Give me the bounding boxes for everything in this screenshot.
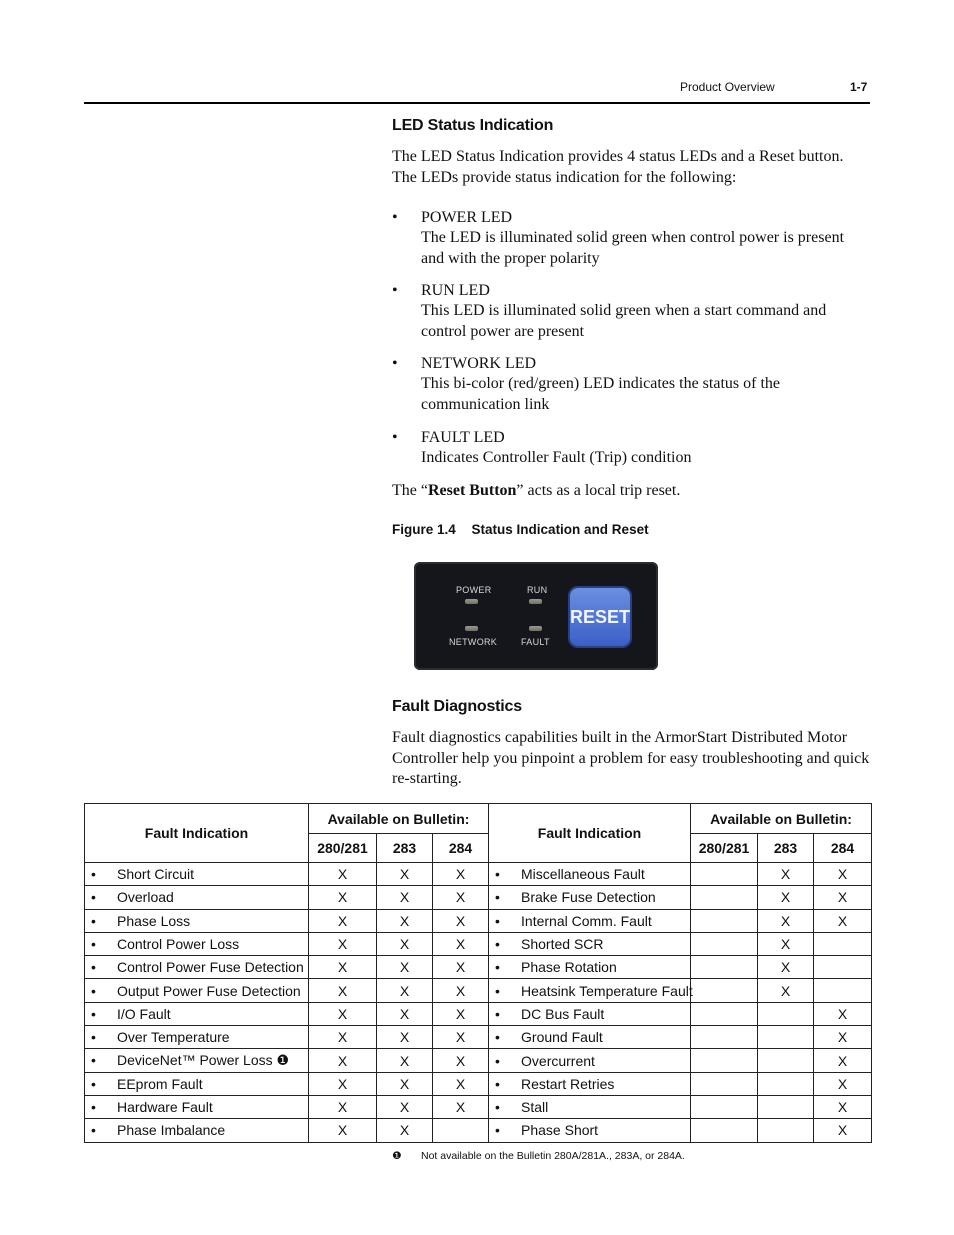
bullet: •: [495, 982, 500, 999]
bulletin-283-cell: X: [758, 863, 814, 886]
bulletin-284-cell: X: [433, 863, 489, 886]
bullet: •: [495, 889, 500, 906]
header-available-on-bulletin: Available on Bulletin:: [691, 804, 872, 834]
bulletin-283-cell: X: [377, 956, 433, 979]
bullet: •: [495, 1122, 500, 1139]
bulletin-280-281-cell: [691, 1119, 758, 1142]
bulletin-284-cell: X: [814, 909, 872, 932]
bulletin-280-281-cell: [691, 956, 758, 979]
led-item-title: FAULT LED: [421, 429, 505, 446]
bullet: •: [495, 912, 500, 929]
bulletin-280-281-cell: X: [309, 1049, 377, 1072]
bulletin-280-281-cell: X: [309, 1119, 377, 1142]
bullet: •: [495, 959, 500, 976]
running-header: Product Overview: [680, 80, 775, 94]
bulletin-284-cell: [814, 932, 872, 955]
bulletin-280-281-cell: [691, 1049, 758, 1072]
fault-name-cell: [85, 1049, 309, 1072]
led-item-title: NETWORK LED: [421, 355, 537, 372]
fault-name: Stall: [521, 1099, 549, 1116]
fault-name: Miscellaneous Fault: [521, 866, 645, 883]
fault-name-cell: [489, 1049, 691, 1072]
bulletin-284-cell: X: [433, 1095, 489, 1118]
table-row: [85, 1072, 872, 1095]
bulletin-283-cell: X: [758, 979, 814, 1002]
run-led-light: [529, 599, 542, 604]
bulletin-280-281-cell: X: [309, 956, 377, 979]
fault-name: Shorted SCR: [521, 936, 604, 953]
bulletin-284-cell: X: [814, 863, 872, 886]
figure-caption: [392, 522, 649, 537]
bulletin-283-cell: [758, 1026, 814, 1049]
bulletin-283-cell: [758, 1002, 814, 1025]
bulletin-280-281-cell: [691, 932, 758, 955]
reset-button-paragraph: [392, 481, 872, 502]
fault-name-cell: [489, 886, 691, 909]
network-led-label: NETWORK: [449, 637, 498, 647]
fault-name: Ground Fault: [521, 1029, 603, 1046]
page-number: 1-7: [850, 80, 868, 94]
bulletin-280-281-cell: X: [309, 909, 377, 932]
bulletin-283-cell: X: [377, 1072, 433, 1095]
bulletin-280-281-cell: [691, 863, 758, 886]
table-row: [85, 863, 872, 886]
led-section-heading: LED Status Indication: [392, 117, 554, 134]
bulletin-283-cell: X: [758, 932, 814, 955]
bulletin-280-281-cell: [691, 1095, 758, 1118]
fault-name-cell: [85, 863, 309, 886]
bullet: •: [495, 1075, 500, 1092]
bulletin-283-cell: X: [377, 932, 433, 955]
table-row: [85, 932, 872, 955]
header-bulletin-284: 284: [433, 834, 489, 863]
fault-table: [84, 803, 872, 1143]
fault-name: Internal Comm. Fault: [521, 912, 652, 929]
fault-name-cell: [85, 956, 309, 979]
bulletin-284-cell: X: [433, 909, 489, 932]
table-row: [85, 1049, 872, 1072]
fault-name: I/O Fault: [117, 1005, 171, 1022]
fault-name-cell: [85, 909, 309, 932]
bulletin-280-281-cell: [691, 1026, 758, 1049]
bulletin-283-cell: X: [377, 909, 433, 932]
fault-name: Phase Imbalance: [117, 1122, 226, 1139]
bulletin-283-cell: [758, 1072, 814, 1095]
header-bulletin-280-281: 280/281: [691, 834, 758, 863]
reset-button: RESET: [570, 588, 630, 646]
bullet: •: [91, 982, 96, 999]
reset-prefix: The “: [392, 482, 428, 499]
bullet: •: [495, 1099, 500, 1116]
bulletin-284-cell: X: [433, 956, 489, 979]
fault-name: Overload: [117, 889, 174, 906]
bulletin-283-cell: X: [377, 1002, 433, 1025]
header-fault-indication: Fault Indication: [489, 804, 691, 863]
bulletin-284-cell: [433, 1119, 489, 1142]
bullet: •: [392, 282, 398, 299]
bulletin-283-cell: X: [377, 979, 433, 1002]
fault-name: Heatsink Temperature Fault: [521, 982, 693, 999]
table-row: [85, 1095, 872, 1118]
bulletin-283-cell: [758, 1095, 814, 1118]
bullet: •: [91, 936, 96, 953]
bullet: •: [91, 912, 96, 929]
bulletin-283-cell: X: [377, 1095, 433, 1118]
footnote: [392, 1150, 685, 1162]
bullet: •: [495, 1052, 500, 1069]
table-row: [85, 886, 872, 909]
table-row: [85, 1119, 872, 1142]
fault-name-cell: [85, 1026, 309, 1049]
footnote-mark: ❶: [392, 1150, 402, 1162]
fault-name: Phase Loss: [117, 912, 191, 929]
table-row: [85, 1026, 872, 1049]
led-item-description: This LED is illuminated solid green when a start command and control power are present: [421, 302, 827, 340]
bullet: •: [392, 429, 398, 446]
fault-name-cell: [489, 1072, 691, 1095]
bullet: •: [91, 1122, 96, 1139]
bulletin-283-cell: X: [377, 1026, 433, 1049]
bullet: •: [91, 1052, 96, 1069]
run-led-label: RUN: [527, 585, 548, 595]
fault-name-cell: [85, 1072, 309, 1095]
bulletin-284-cell: [814, 979, 872, 1002]
bulletin-284-cell: X: [433, 1026, 489, 1049]
figure-label: Figure 1.4: [392, 522, 456, 537]
fault-name-cell: [489, 1002, 691, 1025]
bullet: •: [91, 1099, 96, 1116]
led-item-title: POWER LED: [421, 209, 513, 226]
fault-name-cell: [85, 979, 309, 1002]
fault-section-heading: Fault Diagnostics: [392, 698, 522, 715]
bulletin-284-cell: X: [433, 1049, 489, 1072]
table-row: [85, 909, 872, 932]
bullet: •: [392, 355, 398, 372]
fault-name-cell: [489, 956, 691, 979]
bulletin-280-281-cell: X: [309, 1002, 377, 1025]
bulletin-283-cell: X: [758, 886, 814, 909]
fault-name: Brake Fuse Detection: [521, 889, 656, 906]
table-row: [85, 979, 872, 1002]
fault-led-label: FAULT: [521, 637, 550, 647]
fault-name: Restart Retries: [521, 1075, 615, 1092]
bullet: •: [495, 1029, 500, 1046]
bulletin-283-cell: X: [377, 863, 433, 886]
header-bulletin-280-281: 280/281: [309, 834, 377, 863]
reset-bold-term: Reset Button: [427, 482, 517, 499]
bulletin-283-cell: X: [377, 886, 433, 909]
bulletin-280-281-cell: [691, 1002, 758, 1025]
bullet: •: [91, 1005, 96, 1022]
bullet: •: [495, 936, 500, 953]
table-row: [85, 1002, 872, 1025]
bullet: •: [392, 209, 398, 226]
fault-name-cell: [489, 1095, 691, 1118]
bullet: •: [91, 959, 96, 976]
bulletin-284-cell: [814, 956, 872, 979]
figure-title: Status Indication and Reset: [471, 522, 649, 537]
fault-name: Hardware Fault: [117, 1099, 213, 1116]
fault-name: Control Power Fuse Detection: [117, 959, 304, 976]
fault-name-cell: [489, 863, 691, 886]
led-intro-paragraph: The LED Status Indication provides 4 status LEDs and a Reset button. The LEDs provide status indication for the following:: [392, 148, 844, 186]
bulletin-280-281-cell: X: [309, 1026, 377, 1049]
led-item-description: This bi-color (red/green) LED indicates the status of the communication link: [421, 375, 780, 413]
header-bulletin-283: 283: [377, 834, 433, 863]
bulletin-284-cell: X: [814, 1026, 872, 1049]
bulletin-283-cell: [758, 1119, 814, 1142]
fault-name-cell: [85, 1095, 309, 1118]
fault-name-cell: [85, 1002, 309, 1025]
bulletin-284-cell: X: [433, 1002, 489, 1025]
fault-name: Over Temperature: [117, 1029, 230, 1046]
header-bulletin-284: 284: [814, 834, 872, 863]
fault-name: Overcurrent: [521, 1052, 595, 1069]
fault-name-cell: [489, 909, 691, 932]
fault-name: Control Power Loss: [117, 936, 240, 953]
bulletin-280-281-cell: [691, 909, 758, 932]
bulletin-280-281-cell: [691, 1072, 758, 1095]
led-status-panel-image: [414, 562, 658, 670]
bullet: •: [495, 866, 500, 883]
bulletin-280-281-cell: X: [309, 1095, 377, 1118]
fault-name-cell: [489, 1119, 691, 1142]
fault-led-light: [529, 626, 542, 631]
bulletin-283-cell: X: [377, 1049, 433, 1072]
bulletin-283-cell: X: [377, 1119, 433, 1142]
bulletin-283-cell: [758, 1049, 814, 1072]
bulletin-284-cell: X: [814, 1119, 872, 1142]
bulletin-283-cell: X: [758, 956, 814, 979]
network-led-light: [465, 626, 478, 631]
fault-name: Phase Short: [521, 1122, 599, 1139]
fault-name-cell: [85, 1119, 309, 1142]
bullet: •: [91, 866, 96, 883]
fault-name: Short Circuit: [117, 866, 195, 883]
bullet: •: [91, 889, 96, 906]
fault-name-cell: [489, 1026, 691, 1049]
table-row: [85, 956, 872, 979]
reset-suffix: ” acts as a local trip reset.: [516, 482, 681, 499]
fault-name: Output Power Fuse Detection: [117, 982, 301, 999]
fault-name: EEprom Fault: [117, 1075, 203, 1092]
led-item-description: The LED is illuminated solid green when control power is present and with the proper polarity: [421, 229, 845, 267]
bulletin-283-cell: X: [758, 909, 814, 932]
bulletin-280-281-cell: X: [309, 886, 377, 909]
bulletin-280-281-cell: X: [309, 863, 377, 886]
header-rule: [84, 102, 870, 104]
bulletin-284-cell: X: [814, 1049, 872, 1072]
fault-intro-paragraph: Fault diagnostics capabilities built in the ArmorStart Distributed Motor Controller help you pinpoint a problem for easy troubleshooting and quick re-starting.: [392, 729, 870, 787]
bulletin-280-281-cell: X: [309, 932, 377, 955]
bulletin-284-cell: X: [433, 979, 489, 1002]
bullet: •: [495, 1005, 500, 1022]
fault-name-cell: [489, 932, 691, 955]
bulletin-284-cell: X: [814, 1095, 872, 1118]
fault-name: DeviceNet™ Power Loss ❶: [117, 1052, 290, 1069]
bullet: •: [91, 1029, 96, 1046]
fault-name: Phase Rotation: [521, 959, 617, 976]
fault-name: DC Bus Fault: [521, 1005, 605, 1022]
footnote-text: Not available on the Bulletin 280A/281A., 283A, or 284A.: [421, 1150, 685, 1162]
bulletin-284-cell: X: [814, 886, 872, 909]
header-available-on-bulletin: Available on Bulletin:: [309, 804, 489, 834]
fault-name-cell: [85, 932, 309, 955]
bulletin-280-281-cell: [691, 886, 758, 909]
header-fault-indication: Fault Indication: [85, 804, 309, 863]
bulletin-280-281-cell: X: [309, 1072, 377, 1095]
fault-name-cell: [85, 886, 309, 909]
led-item-title: RUN LED: [421, 282, 490, 299]
led-item-description: Indicates Controller Fault (Trip) condition: [421, 449, 692, 466]
power-led-light: [465, 599, 478, 604]
bulletin-280-281-cell: [691, 979, 758, 1002]
bulletin-284-cell: X: [814, 1072, 872, 1095]
bullet: •: [91, 1075, 96, 1092]
bulletin-284-cell: X: [814, 1002, 872, 1025]
header-bulletin-283: 283: [758, 834, 814, 863]
bulletin-284-cell: X: [433, 932, 489, 955]
bulletin-284-cell: X: [433, 886, 489, 909]
bulletin-284-cell: X: [433, 1072, 489, 1095]
bulletin-280-281-cell: X: [309, 979, 377, 1002]
power-led-label: POWER: [456, 585, 492, 595]
fault-name-cell: [489, 979, 691, 1002]
